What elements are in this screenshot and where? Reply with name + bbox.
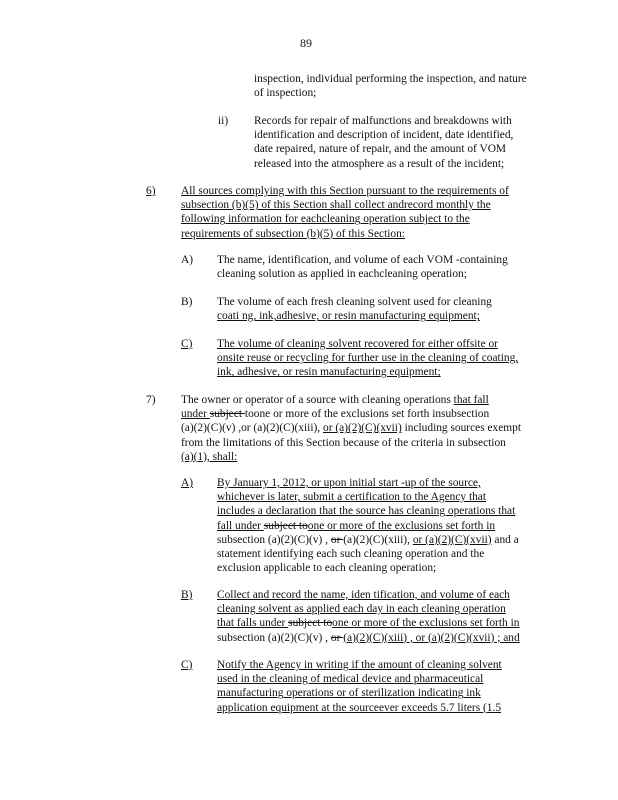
text-line: Records for repair of malfunctions and breakdowns with bbox=[254, 115, 512, 127]
sec7-item-c-label: C) bbox=[181, 659, 193, 671]
text-line bbox=[217, 519, 533, 533]
text-line: onsite reuse or recycling for further use in the cleaning of coating, bbox=[217, 352, 519, 365]
text-line: coati ng, ink,adhesive, or resin manufacturing equipment; bbox=[217, 310, 480, 323]
item-ii-label: ii) bbox=[218, 115, 229, 127]
text-line bbox=[217, 616, 533, 630]
text-line: The volume of each fresh cleaning solvent used for cleaning bbox=[217, 296, 492, 308]
sec6-item-c-label: C) bbox=[181, 338, 193, 350]
text-line: whichever is later, submit a certification to the Agency that bbox=[217, 491, 487, 504]
text-line: All sources complying with this Section pursuant to the requirements of bbox=[181, 185, 509, 197]
text-run: (a)(2)(C)(xiii), bbox=[343, 533, 413, 546]
section-7-label: 7) bbox=[146, 394, 156, 406]
inserted-text: or (a)(2)(C)(xvii) bbox=[323, 422, 402, 435]
text-line: of inspection; bbox=[254, 87, 317, 100]
sec6-item-a-text bbox=[217, 253, 517, 281]
text-line: inspection, individual performing the inspection, and nature bbox=[254, 73, 527, 85]
sec6-item-a-label: A) bbox=[181, 254, 194, 266]
text-line: The volume of cleaning solvent recovered for either offsite or bbox=[217, 338, 498, 350]
text-run: (a)(2)(C)(v) ,or (a)(2)(C)(xiii), bbox=[181, 422, 323, 435]
item-ii-text bbox=[254, 114, 524, 171]
section-6-text bbox=[181, 184, 529, 241]
text-line bbox=[217, 631, 533, 645]
text-run: toone or more of the exclusions set forth insubsection bbox=[244, 408, 490, 421]
text-line: ink, adhesive, or resin manufacturing equipment; bbox=[217, 366, 441, 379]
text-line: Collect and record the name, iden tification, and volume of each bbox=[217, 589, 510, 601]
text-line: statement identifying each such cleaning operation and the bbox=[217, 548, 485, 561]
text-run: The owner or operator of a source with cleaning operations bbox=[181, 394, 454, 406]
section-7-text bbox=[181, 393, 526, 464]
deleted-text: or bbox=[330, 631, 344, 644]
text-line: following information for eachcleaning operation subject to the bbox=[181, 213, 470, 226]
text-line: manufacturing operations or of sterilization indicating ink bbox=[217, 687, 481, 700]
sec7-item-c-text bbox=[217, 658, 533, 715]
text-line bbox=[181, 393, 526, 407]
text-run: including sources exempt bbox=[401, 422, 522, 435]
page-number: 89 bbox=[300, 36, 312, 50]
text-run: subsection (a)(2)(C)(v) , bbox=[217, 631, 331, 644]
text-line: The name, identification, and volume of each VOM -containing bbox=[217, 254, 508, 266]
text-line bbox=[181, 421, 526, 435]
deleted-text: subject bbox=[209, 408, 245, 421]
text-line: By January 1, 2012, or upon initial start -up of the source, bbox=[217, 477, 481, 489]
sec6-item-b-label: B) bbox=[181, 296, 193, 308]
text-line: includes a declaration that the source has cleaning operations that bbox=[217, 505, 516, 518]
text-line: cleaning solvent as applied each day in each cleaning operation bbox=[217, 603, 506, 616]
text-line: requirements of subsection (b)(5) of this Section: bbox=[181, 227, 405, 240]
text-line: cleaning solution as applied in eachcleaning operation; bbox=[217, 268, 467, 281]
text-line: subsection (b)(5) of this Section shall collect andrecord monthly the bbox=[181, 199, 491, 212]
sec7-item-a-label: A) bbox=[181, 477, 194, 489]
text-run: and a bbox=[491, 533, 519, 546]
text-line: released into the atmosphere as a result of the incident; bbox=[254, 157, 505, 170]
inserted-text: that fall bbox=[453, 394, 489, 406]
section-6-label: 6) bbox=[146, 185, 156, 197]
text-line: application equipment at the sourceever exceeds 5.7 liters (1.5 bbox=[217, 701, 502, 714]
inserted-text: that falls under bbox=[217, 617, 289, 630]
sec7-item-b-text bbox=[217, 588, 533, 645]
inserted-text: under bbox=[181, 408, 210, 421]
sec7-item-a-text bbox=[217, 476, 533, 575]
text-run: subsection (a)(2)(C)(v) , bbox=[217, 533, 331, 546]
deleted-text: subject to bbox=[263, 519, 308, 532]
text-line bbox=[181, 407, 526, 421]
text-line: Notify the Agency in writing if the amount of cleaning solvent bbox=[217, 659, 502, 671]
text-line: identification and description of incident, date identified, bbox=[254, 129, 514, 142]
text-line: used in the cleaning of medical device and pharmaceutical bbox=[217, 673, 484, 686]
text-line: date repaired, nature of repair, and the amount of VOM bbox=[254, 143, 507, 156]
text-line: from the limitations of this Section because of the criteria in subsection bbox=[181, 436, 506, 449]
inserted-text: one or more of the exclusions set forth in bbox=[332, 617, 520, 630]
sec6-item-b-text bbox=[217, 295, 507, 323]
text-line: exclusion applicable to each cleaning operation; bbox=[217, 562, 437, 575]
inserted-text: (a)(2)(C)(xiii) , or (a)(2)(C)(xvii) ; and bbox=[343, 631, 520, 644]
inserted-text: one or more of the exclusions set forth in bbox=[307, 519, 496, 532]
inserted-text: or (a)(2)(C)(xvii) bbox=[412, 533, 492, 546]
deleted-text: or bbox=[330, 533, 344, 546]
sec7-item-b-label: B) bbox=[181, 589, 193, 601]
text-line bbox=[217, 533, 533, 547]
text-line: (a)(1), shall: bbox=[181, 450, 238, 463]
inserted-text: fall under bbox=[217, 519, 264, 532]
deleted-text: subject to bbox=[288, 617, 333, 630]
sec6-item-c-text bbox=[217, 337, 537, 380]
item-i-continuation bbox=[254, 72, 539, 100]
